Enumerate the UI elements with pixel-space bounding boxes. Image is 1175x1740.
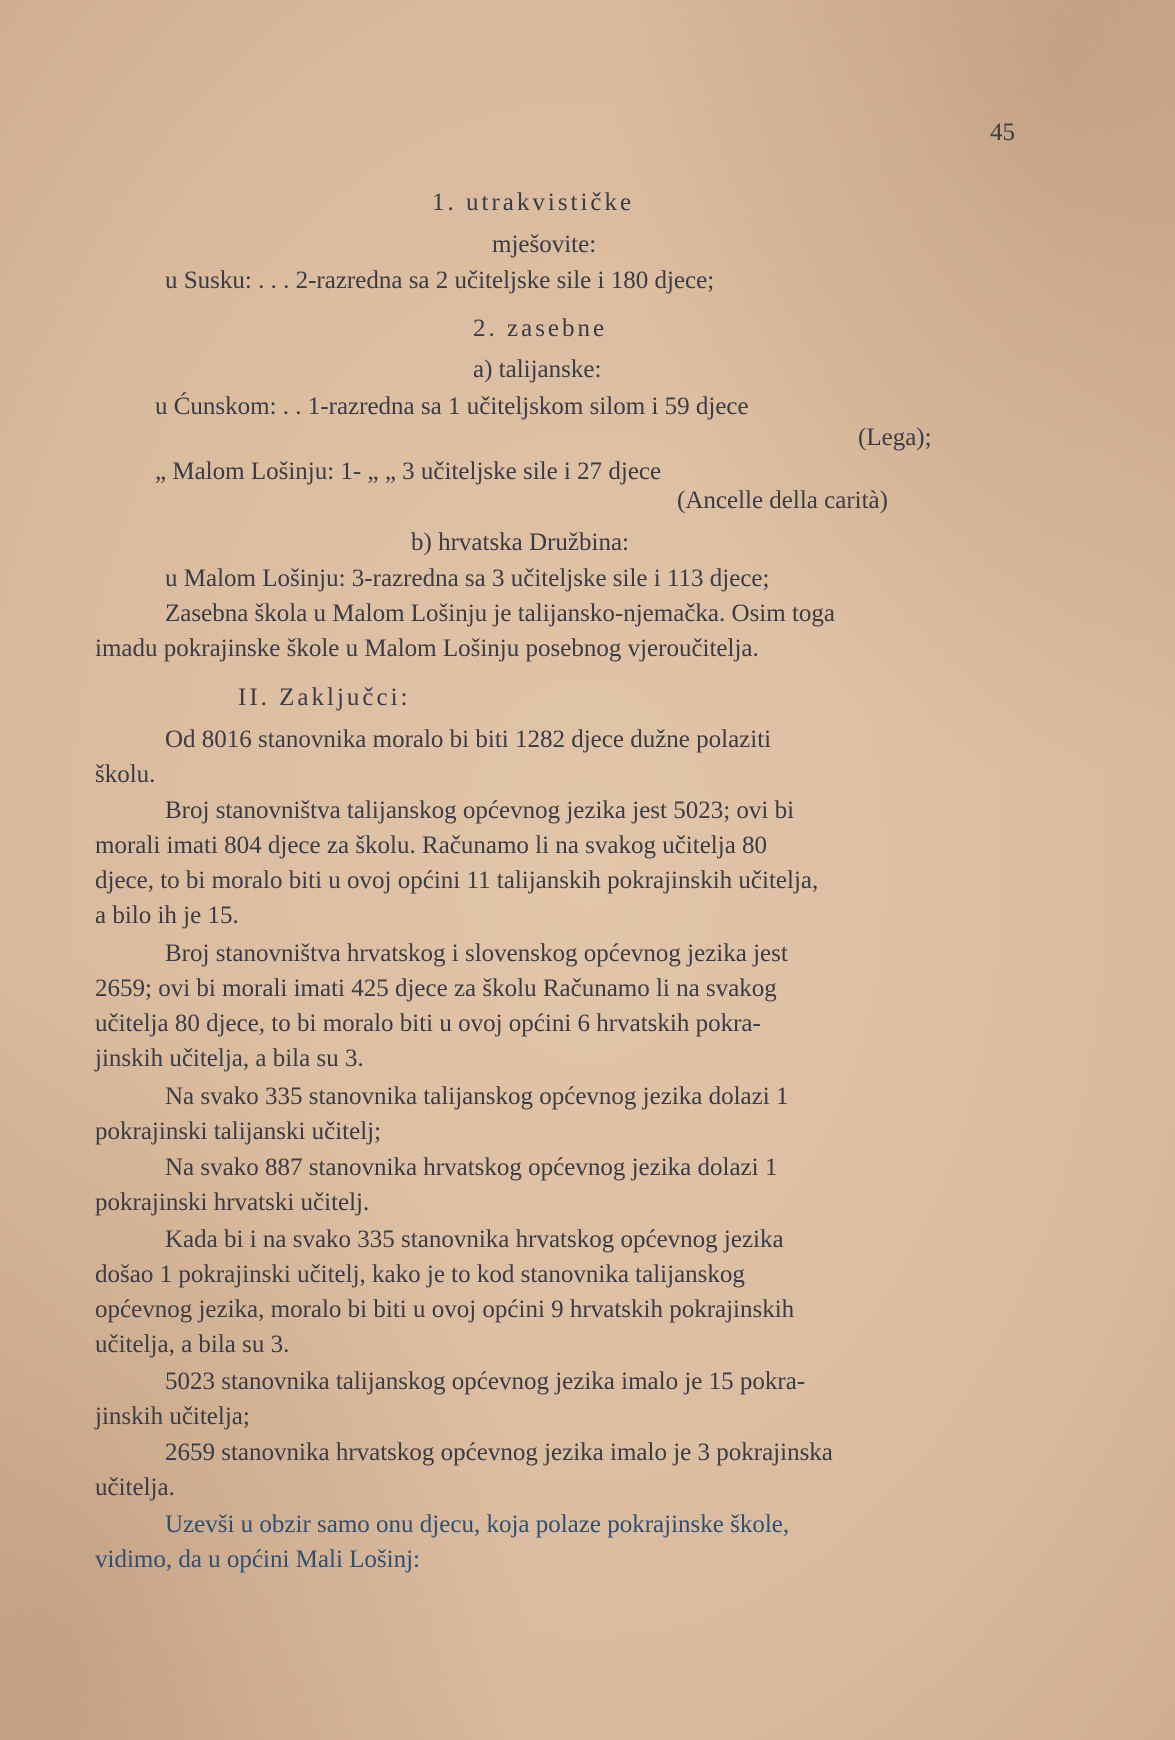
school-losinj-line: „ Malom Lošinju: 1- „ „ 3 učiteljske sile i 27 djece [155, 458, 662, 485]
paragraph-line: općevnog jezika, moralo bi biti u ovoj općini 9 hrvatskih pokrajinskih [95, 1296, 795, 1323]
paragraph-line: učitelja, a bila su 3. [95, 1331, 290, 1358]
paragraph-line: Na svako 887 stanovnika hrvatskog općevnog jezika dolazi 1 [165, 1154, 778, 1181]
page-number: 45 [990, 119, 1015, 146]
paragraph-line: jinskih učitelja, a bila su 3. [95, 1045, 364, 1072]
school-druzbina-line: u Malom Lošinju: 3-razredna sa 3 učiteljske sile i 113 djece; [165, 565, 770, 592]
paragraph-line: djece, to bi moralo biti u ovoj općini 11 talijanskih pokrajinskih učitelja, [95, 867, 819, 894]
paragraph-line: imadu pokrajinske škole u Malom Lošinju posebnog vjeroučitelja. [95, 635, 759, 662]
school-losinj-note: (Ancelle della carità) [677, 487, 888, 514]
subsection-hrvatska-druzbina: b) hrvatska Družbina: [411, 529, 629, 556]
school-cunski-note: (Lega); [858, 424, 932, 451]
subsection-talijanske: a) talijanske: [473, 356, 602, 383]
paragraph-line: Od 8016 stanovnika moralo bi biti 1282 djece dužne polaziti [165, 726, 772, 753]
paragraph-line: Broj stanovništva hrvatskog i slovenskog općevnog jezika jest [165, 940, 788, 967]
school-cunski-line: u Ćunskom: . . 1-razredna sa 1 učiteljskom silom i 59 djece [155, 393, 749, 420]
subsection-mjesovite: mješovite: [492, 231, 597, 258]
paragraph-line: došao 1 pokrajinski učitelj, kako je to kod stanovnika talijanskog [95, 1261, 745, 1288]
paragraph-line: pokrajinski talijanski učitelj; [95, 1118, 382, 1145]
section-zasebne: 2. zasebne [473, 315, 608, 342]
section-utrakvisticke: 1. utrakvističke [432, 189, 635, 216]
conclusions-heading: II. Zaključci: [238, 684, 411, 711]
paragraph-line: Broj stanovništva talijanskog općevnog jezika jest 5023; ovi bi [165, 797, 795, 824]
paragraph-line: 5023 stanovnika talijanskog općevnog jezika imalo je 15 pokra- [165, 1368, 806, 1395]
paragraph-line: Uzevši u obzir samo onu djecu, koja polaze pokrajinske škole, [165, 1511, 790, 1538]
paragraph-line: morali imati 804 djece za školu. Računamo li na svakog učitelja 80 [95, 832, 768, 859]
paragraph-line: učitelja 80 djece, to bi moralo biti u ovoj općini 6 hrvatskih pokra- [95, 1010, 761, 1037]
paragraph-line: a bilo ih je 15. [95, 902, 239, 929]
paragraph-line: vidimo, da u općini Mali Lošinj: [95, 1546, 420, 1573]
paragraph-line: Kada bi i na svako 335 stanovnika hrvatskog općevnog jezika [165, 1226, 784, 1253]
paragraph-line: Na svako 335 stanovnika talijanskog općevnog jezika dolazi 1 [165, 1083, 789, 1110]
paragraph-line: pokrajinski hrvatski učitelj. [95, 1189, 370, 1216]
paragraph-line: 2659; ovi bi morali imati 425 djece za školu Računamo li na svakog [95, 975, 777, 1002]
paragraph-line: 2659 stanovnika hrvatskog općevnog jezika imalo je 3 pokrajinska [165, 1439, 833, 1466]
paragraph-line: školu. [95, 761, 156, 788]
paragraph-line: Zasebna škola u Malom Lošinju je talijansko-njemačka. Osim toga [165, 600, 835, 627]
school-susak-line: u Susku: . . . 2-razredna sa 2 učiteljske sile i 180 djece; [165, 267, 715, 294]
paragraph-line: jinskih učitelja; [95, 1403, 250, 1430]
paragraph-line: učitelja. [95, 1474, 175, 1501]
